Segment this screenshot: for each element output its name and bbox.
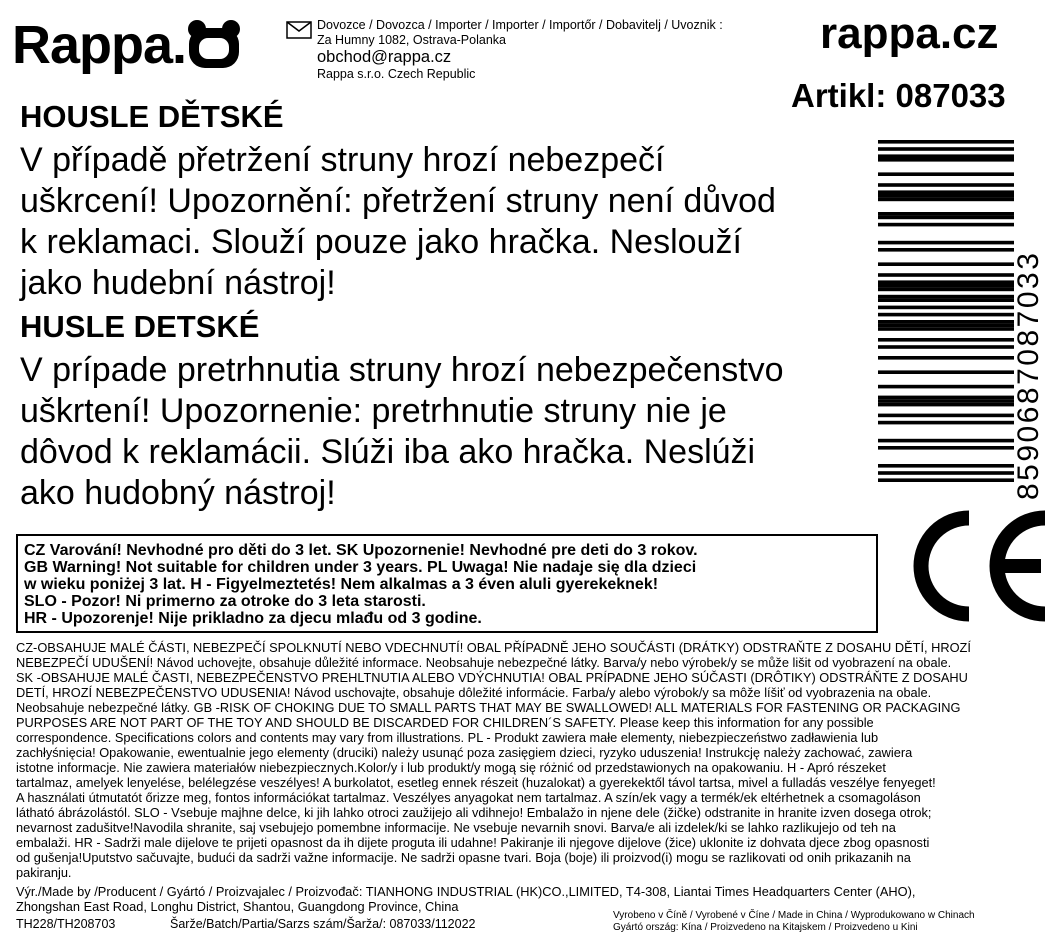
barcode-bar <box>878 356 1014 360</box>
fine-print-line: SK -OBSAHUJE MALÉ ČASTI, NEBEZPEČENSTVO PREHLTNUTIA ALEBO VDÝCHNUTIA! OBAL PRÍPADNE JEHO SÚČASTI (DRÔTIKY) ODSTRÁŇTE Z DOSAHU <box>16 670 968 685</box>
importer-email: obchod@rappa.cz <box>317 48 452 66</box>
barcode-bar <box>878 370 1014 374</box>
barcode <box>878 138 1048 504</box>
barcode-bar <box>878 396 1014 400</box>
fine-print-line: CZ-OBSAHUJE MALÉ ČÁSTI, NEBEZPEČÍ SPOLKNUTÍ NEBO VDECHNUTÍ! OBAL PŘÍPADNĚ JEHO SOUČÁSTI (DRÁTKY) ODSTRAŇTE Z DOSAHU DĚTÍ, HROZÍ <box>16 640 971 655</box>
barcode-bar <box>878 241 1014 245</box>
barcode-bar <box>878 183 1014 187</box>
barcode-bar <box>878 147 1014 151</box>
importer-address: Za Humny 1082, Ostrava-Polanka <box>317 33 506 47</box>
barcode-bar <box>878 190 1014 194</box>
envelope-icon <box>286 21 312 39</box>
age-warning-line: SLO - Pozor! Ni primerno za otroke do 3 leta starosti. <box>24 593 426 610</box>
age-warning-line: w wieku poniżej 3 lat. H - Figyelmeztetés! Nem alkalmas a 3 éven aluli gyerekeknek! <box>24 576 659 593</box>
sk-warning-line: V prípade pretrhnutia struny hrozí nebezpečenstvo <box>20 351 784 389</box>
cz-warning-line: V případě přetržení struny hrozí nebezpečí <box>20 141 665 179</box>
fine-print-line: correspondence. Specifications colors and contents may vary from illustrations. PL - Produkt zawiera małe elementy, niebezpieczeństwo zadławienia lub <box>16 730 879 745</box>
barcode-bar <box>878 280 1014 284</box>
barcode-bar <box>878 158 1014 162</box>
cz-warning-line: uškrcení! Upozornění: přetržení struny není důvod <box>20 182 776 220</box>
website: rappa.cz <box>820 9 999 58</box>
barcode-bar <box>878 172 1014 176</box>
fine-print-line: A használati útmutatót őrizze meg, fontos információkat tartalmaz. Veszélyes anyagokat nem tartalmaz. A szín/ek vagy a termék/ek eltérhetnek a csomagoláson <box>16 790 921 805</box>
fine-print-line: NEBEZPEČÍ UDUŠENÍ! Návod uchovejte, obsahuje důležité informace. Neobsahuje nebezpečné látky. Barva/y nebo výrobek/y se může lišit od vyobrazení na obale. <box>16 655 952 670</box>
safety-fine-print <box>16 640 1056 880</box>
barcode-bar <box>878 273 1014 277</box>
barcode-bar <box>878 140 1014 144</box>
manufacturer-line: Zhongshan East Road, Longhu District, Shantou, Guangdong Province, China <box>16 899 459 914</box>
barcode-bar <box>878 194 1014 198</box>
importer-info <box>286 18 786 82</box>
importer-heading: Dovozce / Dovozca / Importer / Importer / Importőr / Dobavitelj / Uvoznik : <box>317 18 723 32</box>
barcode-bar <box>878 399 1014 403</box>
sk-warning-line: uškrtení! Upozornenie: pretrhnutie struny nie je <box>20 392 727 430</box>
barcode-bar <box>878 262 1014 266</box>
cz-warning-text <box>20 140 776 304</box>
age-warning-line: GB Warning! Not suitable for children under 3 years. PL Uwaga! Nie nadaje się dla dzieci <box>24 559 697 576</box>
barcode-bar <box>878 414 1014 418</box>
brand-logo <box>12 15 242 75</box>
fine-print-line: od gušenja!Uputstvo sačuvajte, budući da sadrži važne informacije. Ne sadrži opasne tvari. Boja (boje) ili proizvod(i) mogu se razlikovati od onih prikazanih na <box>16 850 911 865</box>
barcode-bar <box>878 306 1014 310</box>
product-codes: TH228/TH208703 <box>16 917 116 931</box>
barcode-bar <box>878 295 1014 299</box>
fine-print-line: Neobsahuje nebezpečné látky. GB -RISK OF CHOKING DUE TO SMALL PARTS THAT MAY BE SWALLOWED! ALL MATERIALS FOR FASTENING OR PACKAGING <box>16 700 961 715</box>
barcode-bar <box>878 212 1014 216</box>
barcode-bar <box>878 345 1014 349</box>
barcode-bar <box>878 284 1014 288</box>
manufacturer-line: Výr./Made by /Producent / Gyártó / Proizvajalec / Proizvođač: TIANHONG INDUSTRIAL (HK)CO.,LIMITED, T4-308, Liantai Times Headquarters Center (AHO), <box>16 884 916 899</box>
ce-mark <box>903 510 1053 622</box>
barcode-bar <box>878 154 1014 158</box>
fine-print-line: látható ábrázolástól. SLO - Vsebuje majhne delce, ki jih lahko otroci zaužijejo ali vdihnejo! Embalažo in njene dele (žičke) odstranite in hranite izven dosega otrok; <box>16 805 932 820</box>
batch-number: Šarže/Batch/Partia/Sarzs szám/Šarža/: 087033/112022 <box>170 917 476 931</box>
age-warning-line: HR - Upozorenje! Nije prikladno za djecu mlađu od 3 godine. <box>24 610 482 627</box>
age-warning-line: CZ Varování! Nevhodné pro děti do 3 let. SK Upozornenie! Nevhodné pre deti do 3 rokov. <box>24 542 698 559</box>
barcode-bar <box>878 288 1014 292</box>
fine-print-line: nevarnost zadušitve!Navodila shranite, saj vsebujejo pomembne informacije. Ne vsebuje nevarnih snovi. Barva/e ali izdelek/ki se lahko razlikujejo od teh na <box>16 820 896 835</box>
barcode-bar <box>878 471 1014 475</box>
fine-print-line: PURPOSES ARE NOT PART OF THE TOY AND SHOULD BE DISCARDED FOR CHILDREN´S SAFETY. Please keep this information for any possible <box>16 715 874 730</box>
barcode-bars <box>878 140 1014 482</box>
importer-company: Rappa s.r.o. Czech Republic <box>317 67 476 81</box>
article-number: Artikl: 087033 <box>791 77 1006 114</box>
age-warning-box <box>16 534 878 633</box>
cz-warning-line: jako hudební nástroj! <box>20 264 336 302</box>
sk-warning-line: dôvod k reklamácii. Slúži iba ako hračka. Neslúži <box>20 433 756 471</box>
barcode-bar <box>878 298 1014 302</box>
barcode-bar <box>878 313 1014 317</box>
fine-print-line: DETÍ, HROZÍ NEBEZPEČENSTVO UDUSENIA! Návod uschovajte, obsahuje dôležité informácie. Farba/y alebo výrobok/y sa môže líšiť od vyobrazenia na obale. <box>16 685 932 700</box>
sk-product-title: HUSLE DETSKÉ <box>20 309 260 344</box>
barcode-digits: 8590687087033 <box>1012 250 1045 500</box>
barcode-bar <box>878 198 1014 202</box>
barcode-bar <box>878 320 1014 324</box>
barcode-bar <box>878 478 1014 482</box>
sk-warning-text <box>20 350 784 514</box>
barcode-bar <box>878 327 1014 331</box>
barcode-bar <box>878 403 1014 407</box>
barcode-bar <box>878 223 1014 227</box>
origin-line: Gyártó ország: Kína / Proizvedeno na Kitajskem / Proizvedeno u Kini <box>613 922 918 933</box>
country-of-origin <box>613 910 975 934</box>
fine-print-line: tartalmaz, amelyek lenyelése, belélegzése veszélyes! A burkolatot, esetleg ennek részeit (huzalokat) a gyerekektől távol tartsa, mivel a fulladás veszélye fenyeget! <box>16 775 936 790</box>
barcode-bar <box>878 216 1014 220</box>
bear-icon <box>186 18 242 70</box>
barcode-bar <box>878 439 1014 443</box>
barcode-bar <box>878 324 1014 328</box>
barcode-bar <box>878 421 1014 425</box>
barcode-bar <box>878 385 1014 389</box>
fine-print-line: embalaži. HR - Sadrži male dijelove te prijeti opasnost da ih dijete proguta ili udahne! Pakiranje ili njegove dijelove (žice) uklonite iz dohvata djece zbog opasnosti <box>16 835 930 850</box>
fine-print-line: istotne informacje. Nie zawiera materiałów niebezpiecznych.Kolor/y i lub produkt/y mogą się różnić od przedstawionych na opakowaniu. H - Apró részeket <box>16 760 886 775</box>
fine-print-line: zachłyśnięcia! Opakowanie, ewentualnie jego elementy (druciki) należy usunąć poza zasięgiem dzieci, ryzyko uduszenia! Instrukcję należy zachować, zawiera <box>16 745 913 760</box>
origin-line: Vyrobeno v Číně / Vyrobené v Číne / Made in China / Wyprodukowano w Chinach <box>613 910 975 921</box>
cz-warning-line: k reklamaci. Slouží pouze jako hračka. Neslouží <box>20 223 742 261</box>
cz-product-title: HOUSLE DĚTSKÉ <box>20 99 284 134</box>
barcode-bar <box>878 464 1014 468</box>
barcode-bar <box>878 446 1014 450</box>
fine-print-line: pakiranju. <box>16 865 72 880</box>
barcode-bar <box>878 248 1014 252</box>
brand-logo-text: Rappa. <box>12 15 187 75</box>
sk-warning-line: ako hudobný nástroj! <box>20 474 336 512</box>
barcode-bar <box>878 338 1014 342</box>
